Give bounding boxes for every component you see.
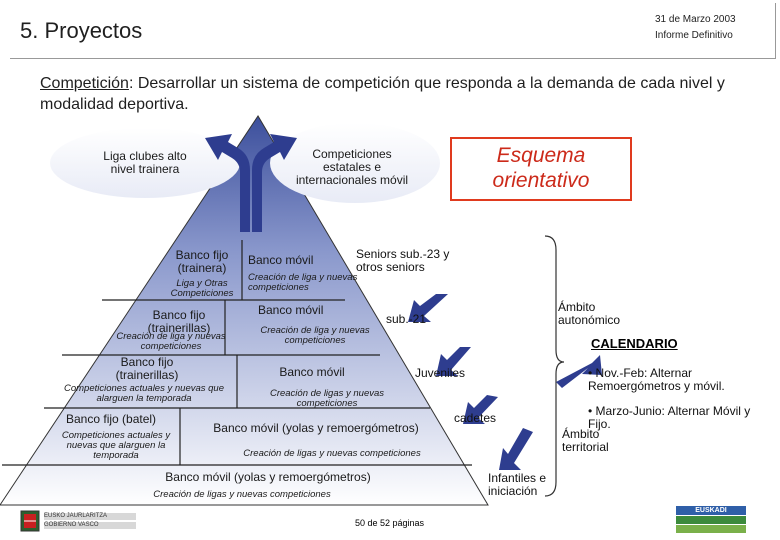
level3-left-sub: Competiciones actuales y nuevas que alarguen la temporada <box>63 383 224 404</box>
calendar-title: CALENDARIO <box>591 336 678 351</box>
category-infantiles: Infantiles e iniciación <box>488 471 547 498</box>
header-report: Informe Definitivo <box>655 30 733 41</box>
level2-left: Banco fijo (trainerillas) <box>147 308 211 335</box>
gv-logo-line1: EUSKO JAURLARITZA <box>44 513 136 520</box>
calendar-item-2: • Marzo-Junio: Alternar Móvil y Fijo. <box>588 404 751 431</box>
page-title: 5. Proyectos <box>20 18 143 43</box>
scope-autonomico: Ámbito autonómico <box>558 300 621 327</box>
level5-sub: Creación de ligas y nuevas competiciones <box>153 489 331 500</box>
category-juveniles: Juveniles <box>415 366 466 380</box>
category-sub21: sub.-21 <box>386 312 427 326</box>
callout-competiciones: Competiciones estatales e internacionales móvil <box>295 147 409 187</box>
category-seniors: Seniors sub.-23 y otros seniors <box>356 247 450 274</box>
ek-logo-text: EUSKADI <box>676 506 746 515</box>
level4-right: Banco móvil (yolas y remoergómetros) <box>213 421 419 435</box>
header-date: 31 de Marzo 2003 <box>655 14 736 25</box>
intro-label: Competición <box>40 75 129 92</box>
level4-left: Banco fijo (batel) <box>66 412 157 426</box>
level3-left: Banco fijo (trainerillas) <box>115 355 179 382</box>
arrow-infantiles-icon <box>499 428 533 470</box>
level4-right-sub: Creación de ligas y nuevas competiciones <box>243 448 421 459</box>
level2-right-sub: Creación de liga y nuevas competiciones <box>260 325 370 346</box>
level1-right: Banco móvil <box>248 253 314 267</box>
category-cadetes: cadetes <box>454 411 497 425</box>
level2-left-sub: Creación de liga y nuevas competiciones <box>116 331 226 352</box>
level3-right-sub: Creación de ligas y nuevas competiciones <box>269 388 385 409</box>
level3-right: Banco móvil <box>279 365 345 379</box>
level1-left-sub: Liga y Otras Competiciones <box>170 278 234 299</box>
gobierno-vasco-logo <box>20 510 138 532</box>
level1-right-sub: Creación de liga y nuevas competiciones <box>248 272 358 293</box>
esquema-text: Esquema orientativo <box>492 144 590 192</box>
level2-right: Banco móvil <box>258 303 324 317</box>
callout-liga-clubes: Liga clubes alto nivel trainera <box>103 149 187 176</box>
euskadi-logo <box>672 506 750 534</box>
intro-body: : Desarrollar un sistema de competición que responda a la demanda de cada nivel y modalidad deportiva. <box>40 75 725 113</box>
scope-territorial: Ámbito territorial <box>562 427 609 454</box>
level1-left: Banco fijo (trainera) <box>175 248 229 275</box>
gv-logo-line2: GOBIERNO VASCO <box>44 522 136 529</box>
calendar-item-1: • Nov.-Feb: Alternar Remoergómetros y móvil. <box>588 366 725 393</box>
page-number: 50 de 52 páginas <box>355 518 425 528</box>
scope-bracket <box>545 236 564 496</box>
level5-main: Banco móvil (yolas y remoergómetros) <box>165 470 371 484</box>
level4-left-sub: Competiciones actuales y nuevas que alarguen la temporada <box>61 430 171 461</box>
